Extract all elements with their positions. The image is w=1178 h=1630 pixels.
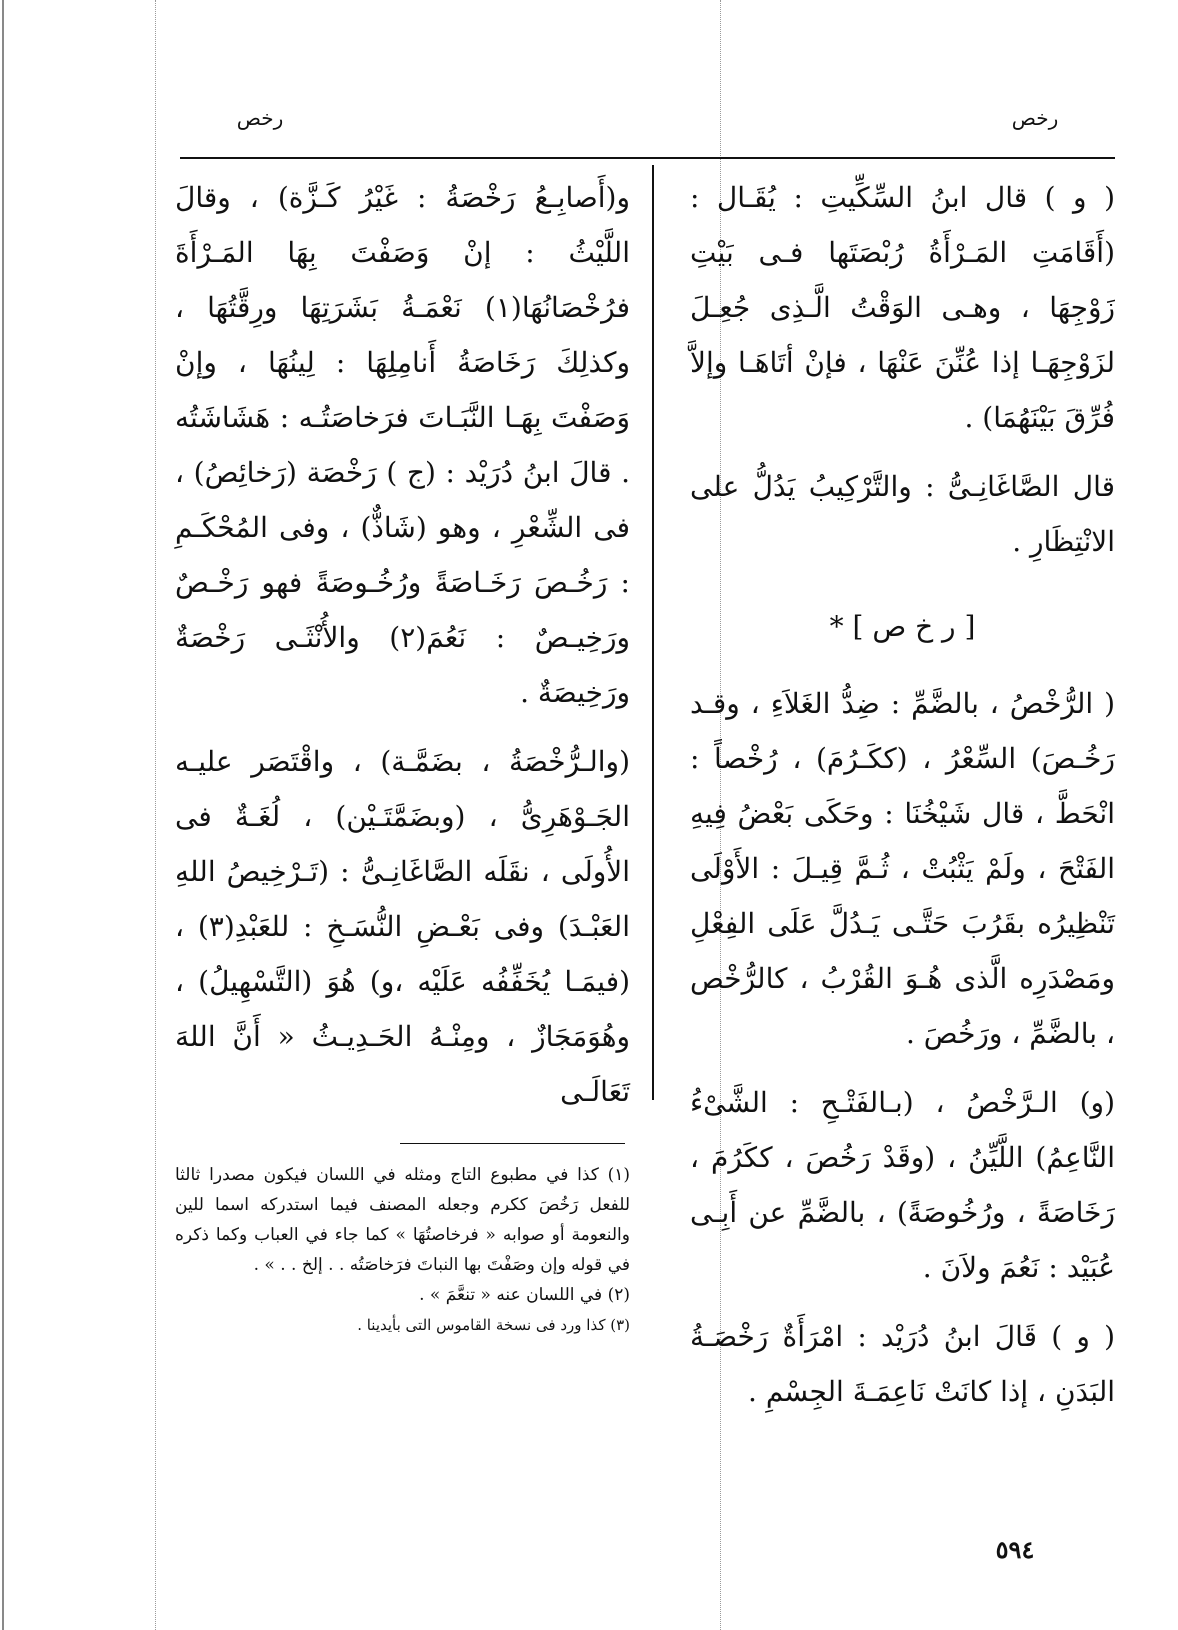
paragraph: و(أَصابِـعُ رَخْصَةُ : غَيْرُ كَـزَّة) ، وقالَ اللَّيْثُ : إنْ وَصَفْتَ بِهَا المَـرْأَةَ فرُخْصَانُهَا(١) نَعْمَـةُ بَشَرَتِهَا ورِقَّتُهَا ، وكذلِكَ رَخَاصَةُ أَنامِلِهَا : لِينُهَا ، وإنْ وَصَفْتَ بِهَـا النَّبَـاتَ فرَخاصَتُـه : هَشَاشَتُه . قالَ ابنُ دُرَيْد : (ج ) رَخْصَة (رَخائِصُ) ، فى الشِّعْرِ ، وهو (شَاذٌّ) ، وفى المُحْكَـمِ : رَخُـصَ رَخَـاصَةً ورُخُـوصَةً فهو رَخْـصٌ ورَخِيـصٌ : نَعُمَ(٢) والأُنْثَـى رَخْصَةٌ ورَخِيصَةٌ . (175, 181, 631, 709)
page-number: ٥٩٤ (995, 1535, 1035, 1564)
right-column (690, 170, 1115, 1419)
footnote-rule (400, 1143, 625, 1144)
scan-dotted-guide (155, 0, 156, 1630)
running-header-left: رخص (236, 106, 284, 130)
paragraph: (والـرُّخْصَةُ ، بضَمَّـة) ، واقْتَصَر عليـه الجَـوْهَرِىُّ ، (وبضَمَّتَـيْن) ، لُغَـةٌ فى الأُولَى ، نقَلَه الصَّاغَانِـىُّ : (تَـرْخِيصُ اللهِ العَبْـدَ) وفى بَعْـضِ النُّسَـخِ : للعَبْدِ(٣) ، (فيمَـا يُخَفِّفُه عَلَيْه ،و) هُوَ (التَّسْهِيلُ) ، وهُوَمَجَازٌ ، ومِنْـهُ الحَـدِيـثُ « أَنَّ اللهَ تَعَالَـى (175, 745, 630, 1108)
entry-heading: [ ر خ ص ] * (829, 610, 976, 643)
running-header-right: رخص (1011, 106, 1059, 130)
header-rule (180, 157, 1115, 159)
footnote: (٣) كذا ورد فى نسخة القاموس التى بأيدينا . (357, 1316, 630, 1334)
paragraph: قال الصَّاغَانِـىُّ : والتَّرْكِيبُ يَدُلُّ على الانْتِظَارِ . (690, 470, 1115, 558)
paragraph: ( و ) قال ابنُ السِّكِّيتِ : يُقَـال : (أَقَامَتِ المَـرْأَةُ رُبْصَتَها فـى بَيْتِ زَوْجِهَا ، وهـى الوَقْتُ الَّـذِى جُعِـلَ لزَوْجِهَـا إذا عُنِّنَ عَنْهَا ، فإنْ أتَاهَـا وإلاَّ فُرِّقَ بَيْنَهُمَا) . (690, 181, 1116, 434)
paragraph: ( الرُّخْصُ ، بالضَّمِّ : ضِدُّ الغَلاَءِ ، وقـد رَخُـصَ) السِّعْرُ ، (ككَـرُمَ) ، رُخْصاً : انْحَطَّ ، قال شَيْخُنَا : وحَكَى بَعْضُ فِيهِ الفَتْحَ ، ولَمْ يَثْبُتْ ، ثُـمَّ قِيـلَ : الأَوْلَى تَنْظِيرُه بقَرُبَ حَتَّـى يَـدُلَّ عَلَى الفِعْلِ ومَصْدَرِه الَّذى هُـوَ القُرْبُ ، كالرُّخْص ، بالضَّمِّ ، ورَخُصَ . (690, 687, 1115, 1050)
scan-left-edge (2, 0, 4, 1630)
left-column (175, 170, 630, 1119)
footnotes (175, 1160, 630, 1340)
paragraph: ( و ) قَالَ ابنُ دُرَيْد : امْرَأَةٌ رَخْصَـةُ البَدَنِ ، إذا كانَتْ نَاعِمَـةَ الجِسْمِ . (690, 1320, 1115, 1408)
column-divider (652, 165, 654, 1100)
paragraph: (و) الـرَّخْصُ ، (بـالفَتْـحِ : الشَّىْءُ النَّاعِمُ) اللَّيِّنُ ، (وقَدْ رَخُصَ ، ككَرُمَ ، رَخَاصَةً ، ورُخُوصَةً) ، بالضَّمِّ عن أَبِـى عُبَيْد : نَعُمَ ولاَنَ . (690, 1086, 1115, 1284)
footnote: (٢) في اللسان عنه « تنعَّمَ » . (419, 1285, 630, 1305)
footnote: (١) كذا في مطبوع التاج ومثله في اللسان فيكون مصدرا ثالثا للفعل رَخُصَ ككرم وجعله المصنف فيما استدركه اسما للين والنعومة أو صوابه « فرخاصتُهَا » كما جاء في العباب وكما ذكره في قوله وإن وصَفْتَ بها النباتَ فرَخاصَتُه . . إلخ . . » . (175, 1165, 630, 1275)
